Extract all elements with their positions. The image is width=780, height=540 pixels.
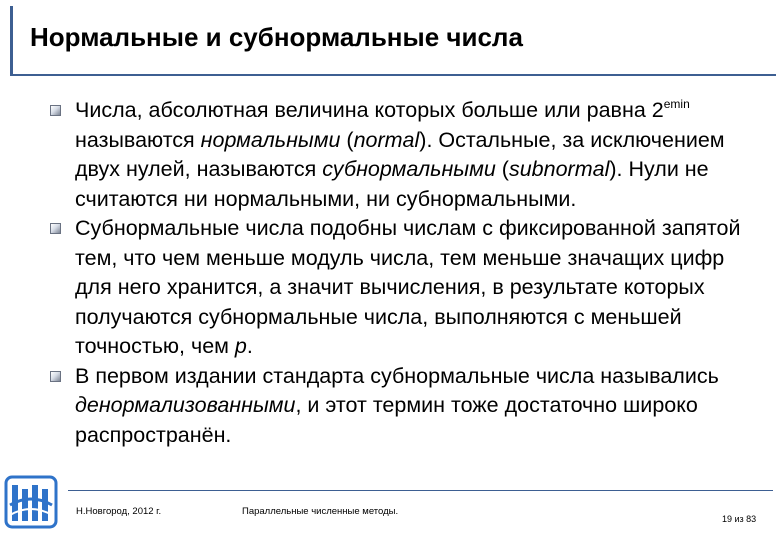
bullet-text-segment: Числа, абсолютная величина которых больше или равна 2 bbox=[75, 98, 664, 122]
bullet-text-segment: субнормальными bbox=[322, 157, 496, 181]
bullet-text-segment: нормальными bbox=[200, 127, 341, 152]
bullet-item bbox=[50, 362, 750, 451]
bullet-text-segment: ). Нули не считаются ни нормальными, ни субнормальными. bbox=[75, 157, 709, 211]
page-title: Нормальные и субнормальные числа bbox=[30, 22, 523, 52]
square-bullet-icon bbox=[50, 371, 61, 382]
bullet-text-segment: ). Остальные, за исключением двух нулей, называются bbox=[75, 127, 725, 181]
bullet-text-segment: normal bbox=[353, 127, 420, 152]
footer-location: Н.Новгород, 2012 г. bbox=[76, 506, 162, 517]
bullet-text-segment: денормализованными bbox=[75, 393, 296, 417]
bullet-item bbox=[50, 214, 750, 362]
footer-course: Параллельные численные методы. bbox=[242, 506, 399, 517]
page-number: 19 из 83 bbox=[722, 514, 757, 524]
footer-divider bbox=[68, 490, 773, 491]
bullet-text-segment: Субнормальные числа подобны числам с фиксированной запятой тем, что чем меньше модуль числа, тем меньше значащих цифр для него хранится, а значит вычисления, в результате которых получаются субнормальные числа, выполняются с меньшей точностью, чем bbox=[75, 216, 741, 358]
unn-logo-icon bbox=[4, 475, 58, 535]
title-accent-bar bbox=[10, 6, 13, 76]
bullet-text-segment: , и этот термин тоже достаточно широко распространён. bbox=[75, 393, 698, 447]
bullet-text-segment: subnormal bbox=[508, 157, 610, 181]
bullet-text-segment: emin bbox=[663, 97, 690, 111]
bullet-text bbox=[75, 98, 725, 211]
title-divider bbox=[10, 74, 776, 76]
bullet-item bbox=[50, 96, 750, 214]
square-bullet-icon bbox=[50, 105, 61, 116]
bullet-text-segment: p bbox=[234, 334, 247, 358]
bullet-list bbox=[50, 96, 750, 450]
bullet-text bbox=[75, 216, 741, 358]
bullet-text-segment: . bbox=[246, 334, 253, 358]
bullet-text-segment: ( bbox=[340, 127, 354, 152]
bullet-text bbox=[75, 364, 719, 447]
bullet-text-segment: ( bbox=[495, 157, 509, 181]
bullet-text-segment: называются bbox=[75, 127, 201, 152]
square-bullet-icon bbox=[50, 223, 61, 234]
bullet-text-segment: В первом издании стандарта субнормальные числа назывались bbox=[75, 363, 719, 388]
